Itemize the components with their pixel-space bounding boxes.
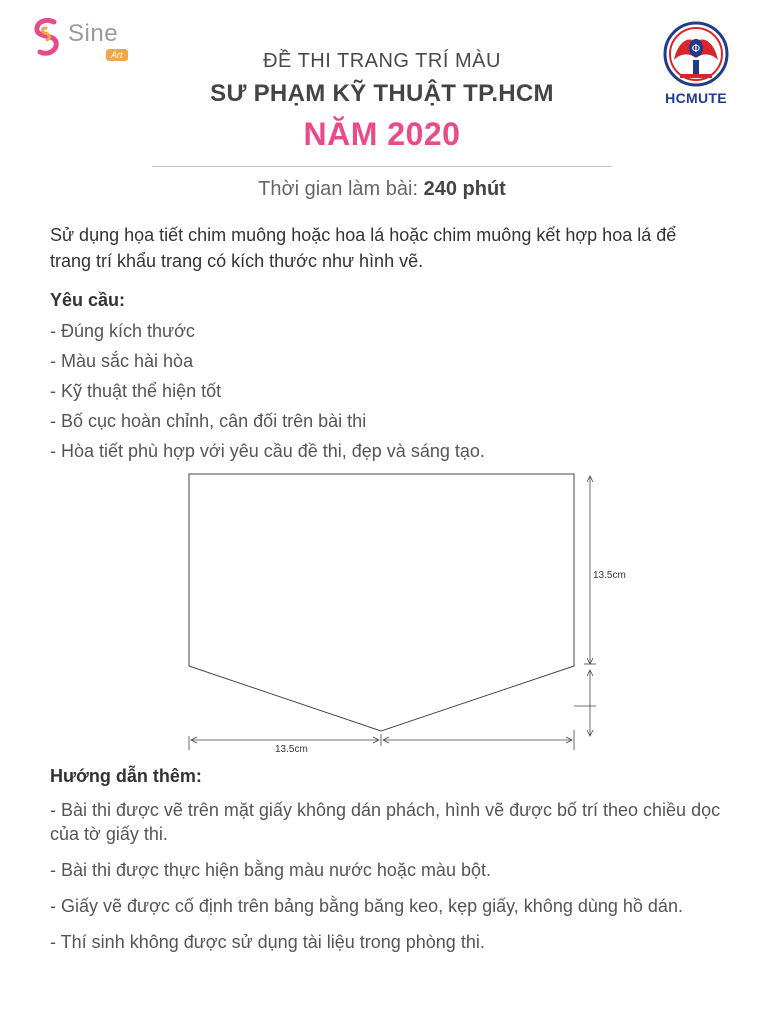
guide-list <box>50 798 730 966</box>
exam-duration <box>0 178 764 201</box>
guide-item: - Bài thi được vẽ trên mặt giấy không dán phách, hình vẽ được bố trí theo chiều dọc của tờ giấy thi. <box>50 800 721 844</box>
guide-item: - Giấy vẽ được cố định trên bảng bằng băng keo, kẹp giấy, không dùng hồ dán. <box>50 896 683 916</box>
mask-shape <box>189 474 574 731</box>
height-label: 13.5cm <box>593 570 626 581</box>
task-description: Sử dụng họa tiết chim muông hoặc hoa lá hoặc chim muông kết hợp hoa lá để trang trí khẩu trang có kích thước như hình vẽ. <box>50 225 677 271</box>
svg-text:Φ: Φ <box>691 42 701 55</box>
requirement-item: - Hòa tiết phù hợp với yêu cầu đề thi, đẹp và sáng tạo. <box>50 441 485 461</box>
sine-logo-sub: Art <box>106 49 128 61</box>
requirements-title: Yêu cầu: <box>50 290 126 310</box>
width-label: 13.5cm <box>275 744 308 755</box>
header-divider <box>152 166 612 167</box>
school-name: SƯ PHẠM KỸ THUẬT TP.HCM <box>210 80 554 107</box>
sine-logo-word: Sine <box>68 20 119 47</box>
duration-label: Thời gian làm bài: <box>258 178 424 200</box>
requirement-item: - Đúng kích thước <box>50 321 195 341</box>
duration-value: 240 phút <box>423 178 506 200</box>
requirement-item: - Màu sắc hài hòa <box>50 351 194 371</box>
guide-item: - Bài thi được thực hiện bằng màu nước hoặc màu bột. <box>50 860 491 880</box>
guide-title: Hướng dẫn thêm: <box>50 766 202 786</box>
requirements-list <box>50 316 485 466</box>
mask-diagram <box>0 460 764 760</box>
exam-title: ĐỀ THI TRANG TRÍ MÀU <box>263 50 501 72</box>
hcmute-logo-text: HCMUTE <box>665 90 727 106</box>
exam-year: NĂM 2020 <box>303 116 461 152</box>
requirement-item: - Bố cục hoàn chỉnh, cân đối trên bài thi <box>50 411 367 431</box>
guide-item: - Thí sinh không được sử dụng tài liệu trong phòng thi. <box>50 932 485 952</box>
requirement-item: - Kỹ thuật thể hiện tốt <box>50 381 222 401</box>
